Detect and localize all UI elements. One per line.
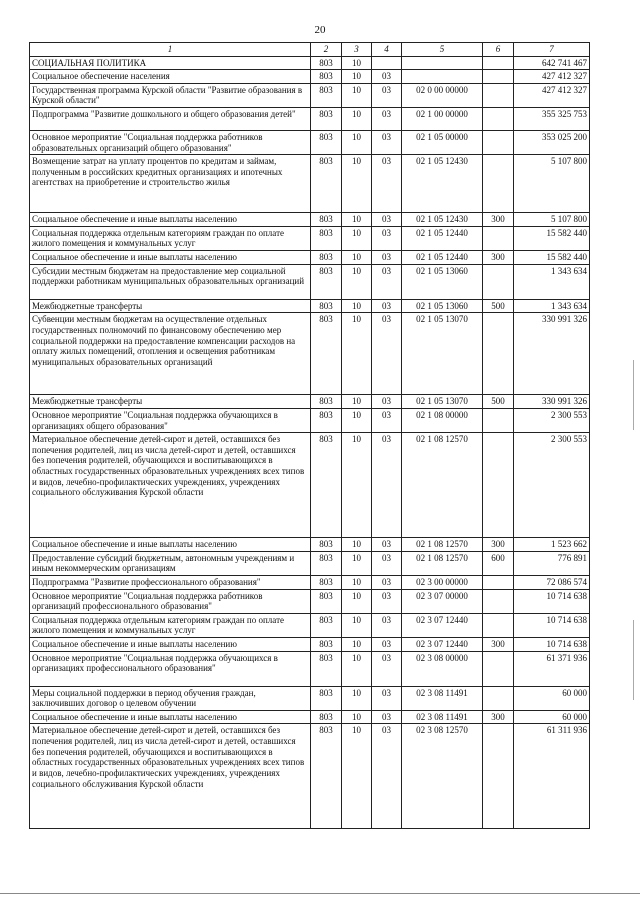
amount-cell: 353 025 200: [514, 131, 590, 155]
target-article-cell: 02 1 05 13070: [402, 395, 483, 409]
expense-type-cell: [483, 108, 514, 131]
admin-code-cell: 803: [311, 155, 342, 213]
row-name-cell: Социальное обеспечение и иные выплаты населению: [30, 638, 311, 652]
row-name-cell: Подпрограмма "Развитие профессионального образования": [30, 575, 311, 589]
amount-cell: 61 371 936: [514, 651, 590, 686]
amount-cell: 330 991 326: [514, 395, 590, 409]
row-name-cell: Подпрограмма "Развитие дошкольного и общего образования детей": [30, 108, 311, 131]
row-name-cell: Основное мероприятие "Социальная поддержка обучающихся в организациях профессионального образования": [30, 651, 311, 686]
amount-cell: 72 086 574: [514, 575, 590, 589]
row-name-cell: Государственная программа Курской области "Развитие образования в Курской области": [30, 83, 311, 107]
amount-cell: 355 325 753: [514, 108, 590, 131]
admin-code-cell: 803: [311, 313, 342, 395]
admin-code-cell: 803: [311, 264, 342, 299]
target-article-cell: 02 0 00 00000: [402, 83, 483, 107]
expense-type-cell: [483, 83, 514, 107]
admin-code-cell: 803: [311, 70, 342, 84]
expense-type-cell: [483, 575, 514, 589]
section-cell: 10: [342, 710, 372, 724]
expense-type-cell: 300: [483, 251, 514, 265]
section-cell: 10: [342, 70, 372, 84]
admin-code-cell: 803: [311, 395, 342, 409]
section-cell: 10: [342, 83, 372, 107]
section-cell: 10: [342, 226, 372, 250]
subsection-cell: 03: [372, 299, 402, 313]
table-row: [30, 131, 590, 155]
subsection-cell: 03: [372, 264, 402, 299]
column-header: 5: [402, 43, 483, 57]
section-cell: 10: [342, 251, 372, 265]
expense-type-cell: [483, 613, 514, 637]
expense-type-cell: 500: [483, 395, 514, 409]
admin-code-cell: 803: [311, 213, 342, 227]
target-article-cell: 02 1 05 12440: [402, 251, 483, 265]
admin-code-cell: 803: [311, 433, 342, 538]
expense-type-cell: [483, 56, 514, 70]
amount-cell: 61 311 936: [514, 724, 590, 829]
amount-cell: 15 582 440: [514, 251, 590, 265]
amount-cell: 5 107 800: [514, 213, 590, 227]
target-article-cell: 02 1 05 13060: [402, 264, 483, 299]
section-cell: 10: [342, 313, 372, 395]
subsection-cell: 03: [372, 251, 402, 265]
admin-code-cell: 803: [311, 710, 342, 724]
expense-type-cell: [483, 70, 514, 84]
row-name-cell: Основное мероприятие "Социальная поддержка работников организаций профессионального образования": [30, 589, 311, 613]
table-row: [30, 313, 590, 395]
subsection-cell: [372, 56, 402, 70]
admin-code-cell: 803: [311, 226, 342, 250]
admin-code-cell: 803: [311, 575, 342, 589]
admin-code-cell: 803: [311, 408, 342, 432]
subsection-cell: 03: [372, 70, 402, 84]
expense-type-cell: [483, 226, 514, 250]
column-header: 4: [372, 43, 402, 57]
subsection-cell: 03: [372, 131, 402, 155]
target-article-cell: 02 3 08 11491: [402, 710, 483, 724]
row-name-cell: Социальная поддержка отдельным категориям граждан по оплате жилого помещения и коммунальных услуг: [30, 226, 311, 250]
target-article-cell: 02 3 08 12570: [402, 724, 483, 829]
amount-cell: 15 582 440: [514, 226, 590, 250]
section-cell: 10: [342, 131, 372, 155]
row-name-cell: Субсидии местным бюджетам на предоставление мер социальной поддержки работникам муниципальных образовательных организаций: [30, 264, 311, 299]
table-row: [30, 251, 590, 265]
admin-code-cell: 803: [311, 589, 342, 613]
table-row: [30, 538, 590, 552]
row-name-cell: Социальное обеспечение населения: [30, 70, 311, 84]
subsection-cell: 03: [372, 213, 402, 227]
target-article-cell: 02 1 05 13070: [402, 313, 483, 395]
subsection-cell: 03: [372, 724, 402, 829]
expense-type-cell: [483, 131, 514, 155]
column-header: 6: [483, 43, 514, 57]
column-header: 3: [342, 43, 372, 57]
subsection-cell: 03: [372, 651, 402, 686]
column-header: 2: [311, 43, 342, 57]
table-header-row: [30, 43, 590, 57]
table-row: [30, 613, 590, 637]
section-cell: 10: [342, 638, 372, 652]
target-article-cell: 02 3 08 11491: [402, 686, 483, 710]
expense-type-cell: [483, 724, 514, 829]
expense-type-cell: 300: [483, 638, 514, 652]
target-article-cell: 02 1 08 12570: [402, 538, 483, 552]
table-row: [30, 724, 590, 829]
subsection-cell: 03: [372, 313, 402, 395]
amount-cell: 5 107 800: [514, 155, 590, 213]
subsection-cell: 03: [372, 589, 402, 613]
section-cell: 10: [342, 575, 372, 589]
section-cell: 10: [342, 155, 372, 213]
target-article-cell: [402, 56, 483, 70]
target-article-cell: 02 1 05 00000: [402, 131, 483, 155]
row-name-cell: Предоставление субсидий бюджетным, автономным учреждениям и иным некоммерческим организациям: [30, 551, 311, 575]
column-header: 1: [30, 43, 311, 57]
target-article-cell: 02 1 05 12440: [402, 226, 483, 250]
table-row: [30, 299, 590, 313]
table-row: [30, 395, 590, 409]
section-cell: 10: [342, 108, 372, 131]
row-name-cell: Социальное обеспечение и иные выплаты населению: [30, 710, 311, 724]
amount-cell: 427 412 327: [514, 83, 590, 107]
admin-code-cell: 803: [311, 108, 342, 131]
admin-code-cell: 803: [311, 613, 342, 637]
scan-edge-mark: [633, 360, 634, 430]
expense-type-cell: [483, 651, 514, 686]
admin-code-cell: 803: [311, 551, 342, 575]
subsection-cell: 03: [372, 551, 402, 575]
subsection-cell: 03: [372, 108, 402, 131]
section-cell: 10: [342, 299, 372, 313]
section-cell: 10: [342, 395, 372, 409]
section-cell: 10: [342, 264, 372, 299]
amount-cell: 10 714 638: [514, 589, 590, 613]
table-row: [30, 589, 590, 613]
admin-code-cell: 803: [311, 724, 342, 829]
table-row: [30, 213, 590, 227]
row-name-cell: Социальная поддержка отдельным категориям граждан по оплате жилого помещения и коммунальных услуг: [30, 613, 311, 637]
expense-type-cell: [483, 313, 514, 395]
section-cell: 10: [342, 408, 372, 432]
expense-type-cell: 500: [483, 299, 514, 313]
subsection-cell: 03: [372, 575, 402, 589]
amount-cell: 60 000: [514, 686, 590, 710]
subsection-cell: 03: [372, 686, 402, 710]
amount-cell: 1 343 634: [514, 299, 590, 313]
subsection-cell: 03: [372, 395, 402, 409]
subsection-cell: 03: [372, 613, 402, 637]
target-article-cell: 02 3 08 00000: [402, 651, 483, 686]
section-cell: 10: [342, 551, 372, 575]
row-name-cell: Социальное обеспечение и иные выплаты населению: [30, 538, 311, 552]
section-cell: 10: [342, 724, 372, 829]
subsection-cell: 03: [372, 155, 402, 213]
subsection-cell: 03: [372, 710, 402, 724]
row-name-cell: Субвенции местным бюджетам на осуществление отдельных государственных полномочий по финансовому обеспечению мер социальной поддержки на предоставление компенсации расходов на оплату жилых помещений, отопления и освещения работникам муниципальных образовательных организаций: [30, 313, 311, 395]
amount-cell: 60 000: [514, 710, 590, 724]
expense-type-cell: [483, 155, 514, 213]
row-name-cell: Социальное обеспечение и иные выплаты населению: [30, 251, 311, 265]
row-name-cell: Межбюджетные трансферты: [30, 299, 311, 313]
target-article-cell: 02 3 00 00000: [402, 575, 483, 589]
target-article-cell: 02 3 07 12440: [402, 638, 483, 652]
section-cell: 10: [342, 213, 372, 227]
amount-cell: 642 741 467: [514, 56, 590, 70]
table-row: [30, 551, 590, 575]
section-cell: 10: [342, 433, 372, 538]
amount-cell: 1 343 634: [514, 264, 590, 299]
target-article-cell: 02 1 08 00000: [402, 408, 483, 432]
amount-cell: 330 991 326: [514, 313, 590, 395]
page-number: 20: [314, 24, 326, 36]
table-row: [30, 155, 590, 213]
table-row: [30, 108, 590, 131]
admin-code-cell: 803: [311, 83, 342, 107]
table-row: [30, 70, 590, 84]
table-row: [30, 83, 590, 107]
amount-cell: 10 714 638: [514, 613, 590, 637]
table-row: [30, 408, 590, 432]
subsection-cell: 03: [372, 408, 402, 432]
expense-type-cell: 300: [483, 710, 514, 724]
target-article-cell: 02 1 00 00000: [402, 108, 483, 131]
target-article-cell: 02 3 07 00000: [402, 589, 483, 613]
table-row: [30, 264, 590, 299]
target-article-cell: 02 1 08 12570: [402, 433, 483, 538]
subsection-cell: 03: [372, 638, 402, 652]
subsection-cell: 03: [372, 83, 402, 107]
scan-edge-mark: [633, 620, 634, 700]
amount-cell: 1 523 662: [514, 538, 590, 552]
row-name-cell: Материальное обеспечение детей-сирот и детей, оставшихся без попечения родителей, лиц из числа детей-сирот и детей, оставшихся без попечения родителей, обучающихся и воспитывающихся в областных государственных образовательных учреждениях всех типов и видов, лечебно-профилактических учреждениях, учреждениях социального обслуживания Курской области: [30, 433, 311, 538]
expense-type-cell: [483, 433, 514, 538]
admin-code-cell: 803: [311, 131, 342, 155]
budget-table: [29, 42, 590, 829]
admin-code-cell: 803: [311, 251, 342, 265]
section-cell: 10: [342, 56, 372, 70]
row-name-cell: Меры социальной поддержки в период обучения граждан, заключивших договор о целевом обучении: [30, 686, 311, 710]
admin-code-cell: 803: [311, 686, 342, 710]
row-name-cell: Возмещение затрат на уплату процентов по кредитам и займам, полученным в российских кредитных организациях и ипотечных агентствах на приобретение и строительство жилья: [30, 155, 311, 213]
table-row: [30, 575, 590, 589]
expense-type-cell: [483, 589, 514, 613]
row-name-cell: Основное мероприятие "Социальная поддержка работников образовательных организаций общего образования": [30, 131, 311, 155]
table-row: [30, 226, 590, 250]
table-row: [30, 686, 590, 710]
scan-bottom-edge: [0, 893, 640, 894]
row-name-cell: Социальное обеспечение и иные выплаты населению: [30, 213, 311, 227]
column-header: 7: [514, 43, 590, 57]
admin-code-cell: 803: [311, 651, 342, 686]
section-cell: 10: [342, 651, 372, 686]
subsection-cell: 03: [372, 226, 402, 250]
amount-cell: 10 714 638: [514, 638, 590, 652]
target-article-cell: [402, 70, 483, 84]
amount-cell: 2 300 553: [514, 408, 590, 432]
section-cell: 10: [342, 613, 372, 637]
section-cell: 10: [342, 589, 372, 613]
amount-cell: 776 891: [514, 551, 590, 575]
row-name-cell: СОЦИАЛЬНАЯ ПОЛИТИКА: [30, 56, 311, 70]
admin-code-cell: 803: [311, 56, 342, 70]
expense-type-cell: [483, 408, 514, 432]
table-row: [30, 710, 590, 724]
admin-code-cell: 803: [311, 538, 342, 552]
expense-type-cell: [483, 264, 514, 299]
subsection-cell: 03: [372, 538, 402, 552]
amount-cell: 427 412 327: [514, 70, 590, 84]
amount-cell: 2 300 553: [514, 433, 590, 538]
expense-type-cell: 300: [483, 538, 514, 552]
row-name-cell: Основное мероприятие "Социальная поддержка обучающихся в организациях общего образования": [30, 408, 311, 432]
row-name-cell: Межбюджетные трансферты: [30, 395, 311, 409]
target-article-cell: 02 1 05 13060: [402, 299, 483, 313]
section-cell: 10: [342, 686, 372, 710]
row-name-cell: Материальное обеспечение детей-сирот и детей, оставшихся без попечения родителей, лиц из числа детей-сирот и детей, оставшихся без попечения родителей, обучающихся и воспитывающихся в областных государственных образовательных учреждениях всех типов и видов, лечебно-профилактических учреждениях, учреждениях социального обслуживания Курской области: [30, 724, 311, 829]
admin-code-cell: 803: [311, 638, 342, 652]
table-row: [30, 638, 590, 652]
expense-type-cell: 300: [483, 213, 514, 227]
section-cell: 10: [342, 538, 372, 552]
target-article-cell: 02 3 07 12440: [402, 613, 483, 637]
admin-code-cell: 803: [311, 299, 342, 313]
subsection-cell: 03: [372, 433, 402, 538]
table-row: [30, 651, 590, 686]
expense-type-cell: 600: [483, 551, 514, 575]
table-row: [30, 56, 590, 70]
target-article-cell: 02 1 05 12430: [402, 213, 483, 227]
target-article-cell: 02 1 08 12570: [402, 551, 483, 575]
target-article-cell: 02 1 05 12430: [402, 155, 483, 213]
table-row: [30, 433, 590, 538]
expense-type-cell: [483, 686, 514, 710]
